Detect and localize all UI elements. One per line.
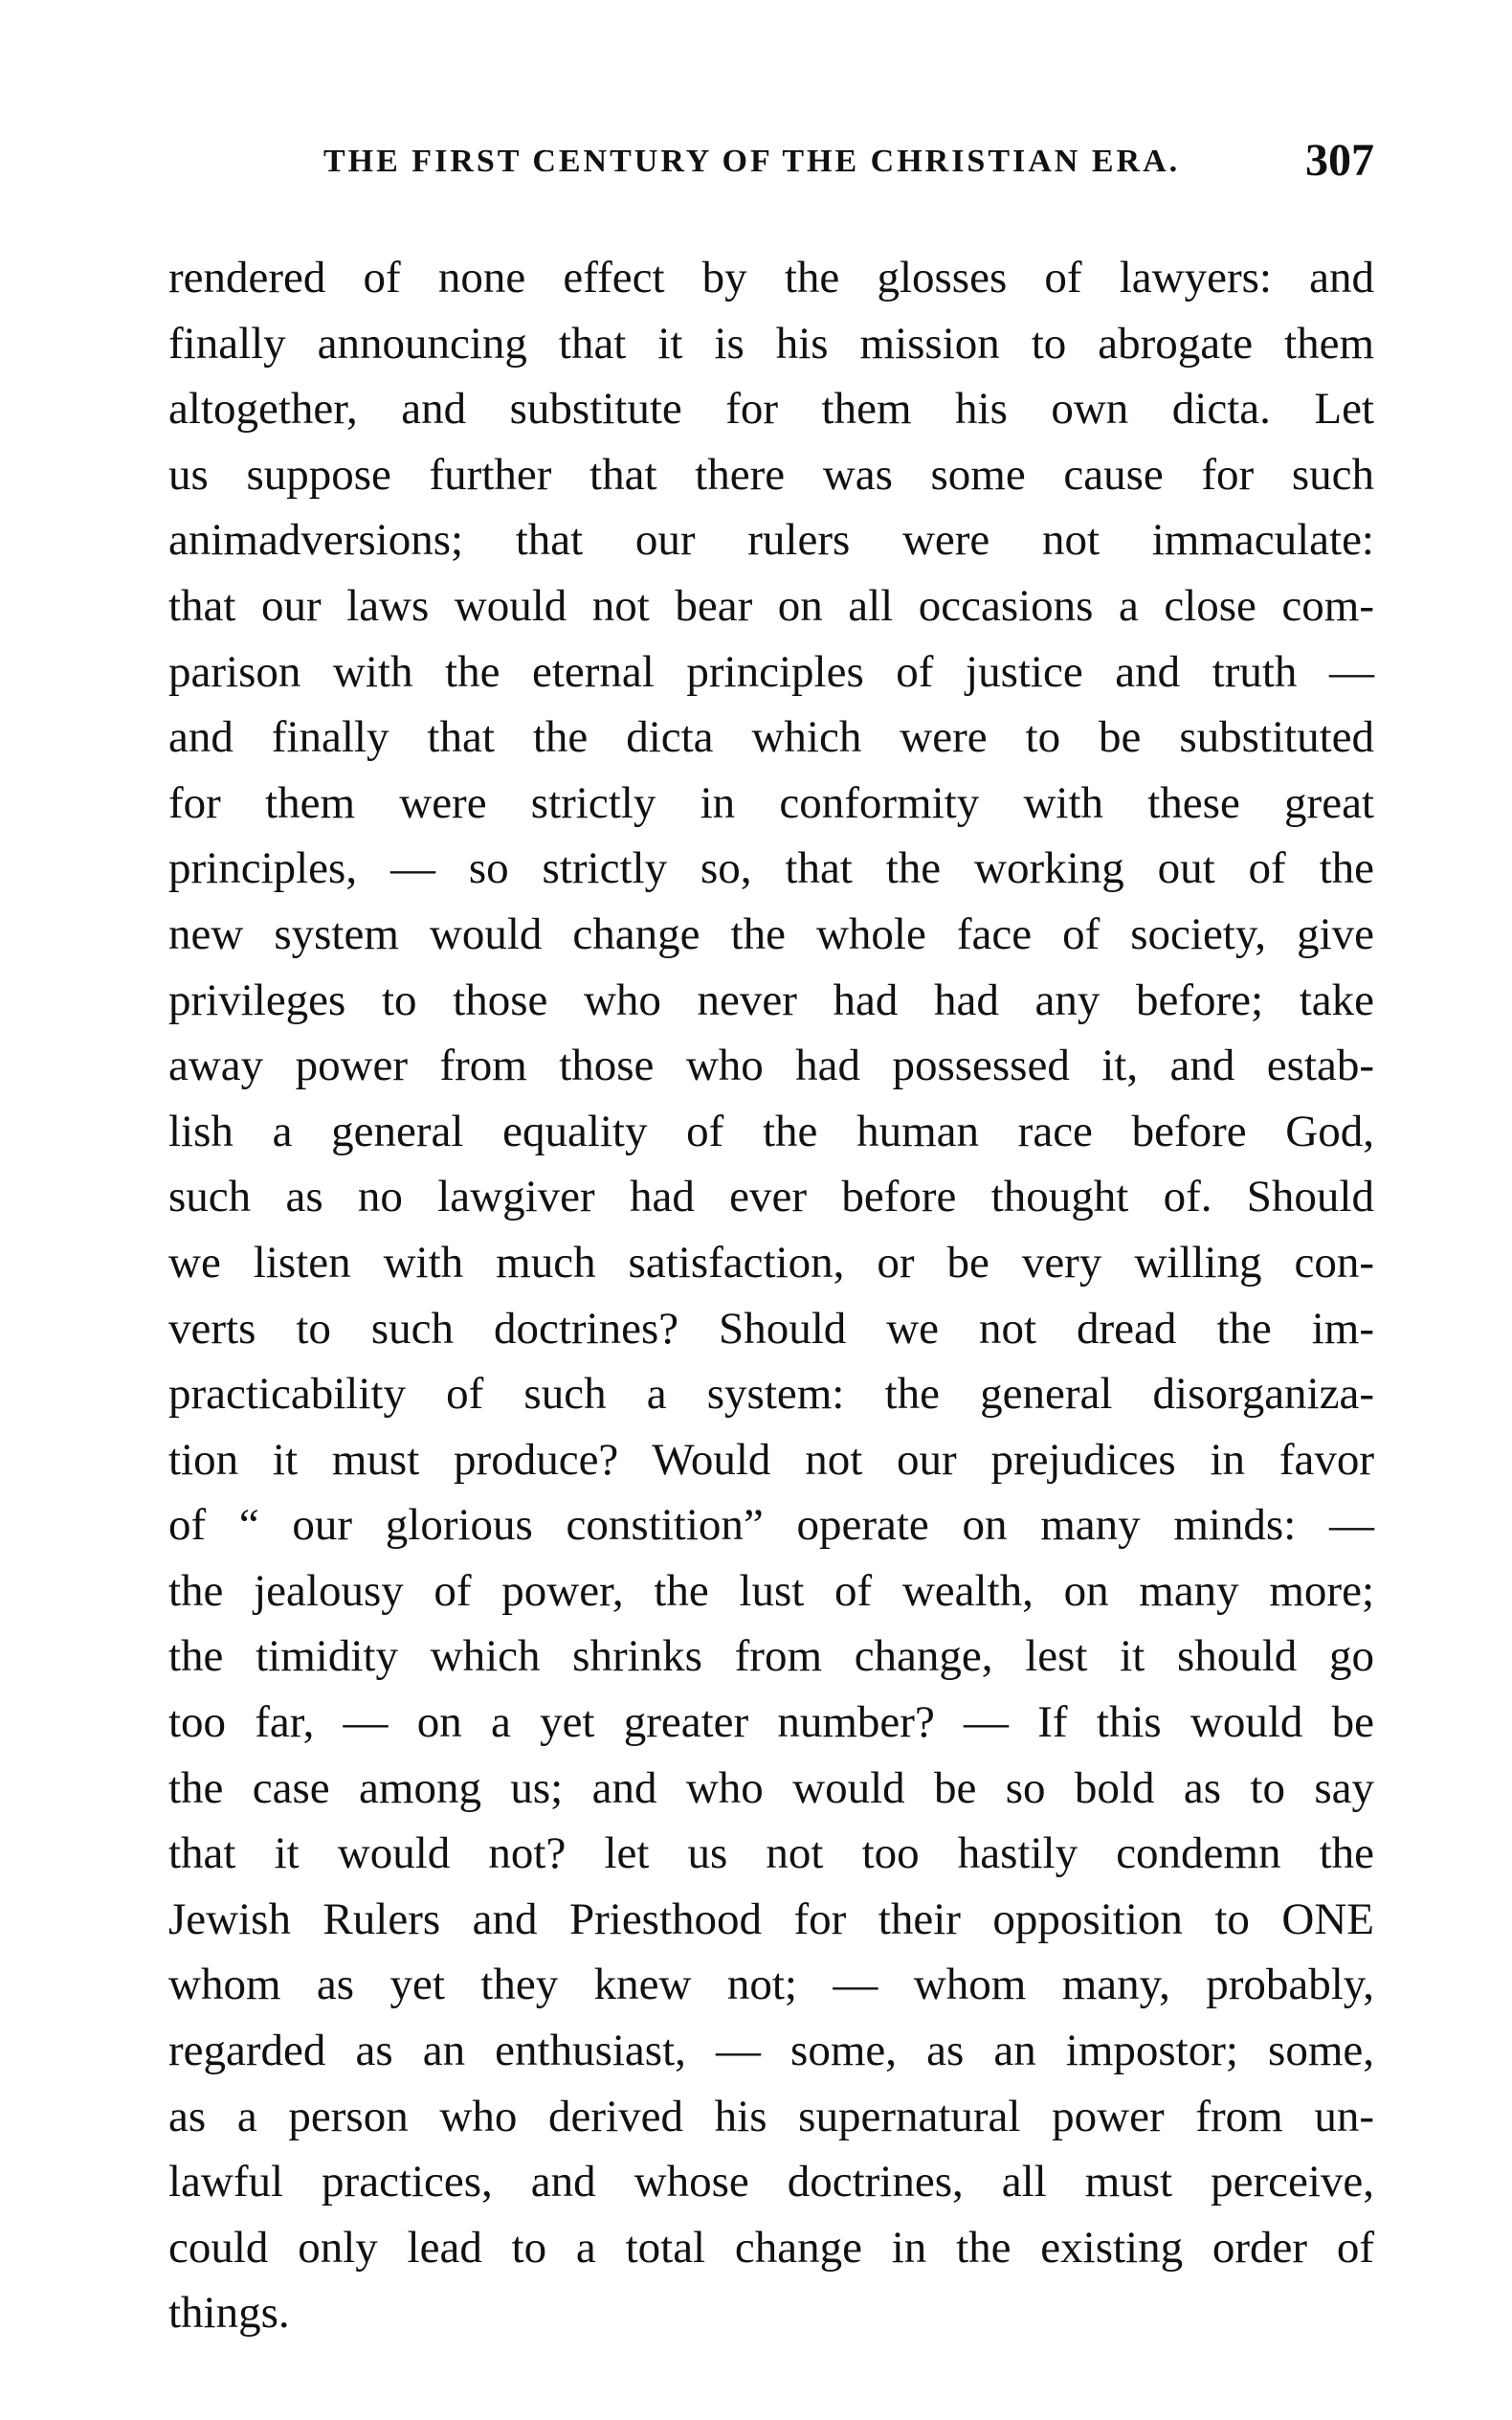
body-text <box>168 245 1374 2346</box>
text-line: lawful practices, and whose doctrines, all must perceive, <box>168 2157 1374 2207</box>
text-line: could only lead to a total change in the existing order of <box>168 2222 1374 2273</box>
text-line: Jewish Rulers and Priesthood for their opposition to ONE <box>168 1893 1374 1944</box>
text-line: altogether, and substitute for them his own dicta. Let <box>168 384 1374 435</box>
text-line: lish a general equality of the human race before God, <box>168 1106 1374 1156</box>
text-line: finally announcing that it is his mission to abrogate them <box>168 318 1374 369</box>
text-line: for them were strictly in conformity with these great <box>168 777 1374 828</box>
text-line: practicability of such a system: the general disorganiza- <box>168 1369 1374 1420</box>
text-line: the case among us; and who would be so bold as to say <box>168 1762 1374 1813</box>
text-line: parison with the eternal principles of justice and truth — <box>168 646 1374 697</box>
text-line: tion it must produce? Would not our prejudices in favor <box>168 1434 1374 1485</box>
text-line: and finally that the dicta which were to be substituted <box>168 712 1374 763</box>
text-line: things. <box>168 2288 290 2339</box>
page-number: 307 <box>1305 135 1374 186</box>
text-line: new system would change the whole face of society, give <box>168 908 1374 959</box>
text-line: too far, — on a yet greater number? — If this would be <box>168 1697 1374 1748</box>
text-line: regarded as an enthusiast, — some, as an impostor; some, <box>168 2026 1374 2076</box>
text-line: that it would not? let us not too hastily condemn the <box>168 1828 1374 1879</box>
text-line: animadversions; that our rulers were not immaculate: <box>168 515 1374 566</box>
text-line: away power from those who had possessed it, and estab- <box>168 1041 1374 1091</box>
text-line: as a person who derived his supernatural power from un- <box>168 2091 1374 2141</box>
text-line: us suppose further that there was some cause for such <box>168 449 1374 500</box>
running-title: THE FIRST CENTURY OF THE CHRISTIAN ERA. <box>323 144 1181 179</box>
text-line: whom as yet they knew not; — whom many, probably, <box>168 1960 1374 2010</box>
text-line: such as no lawgiver had ever before thought of. Should <box>168 1172 1374 1222</box>
text-line: the jealousy of power, the lust of wealth, on many more; <box>168 1565 1374 1616</box>
text-line: of “ our glorious constition” operate on many minds: — <box>168 1500 1374 1551</box>
text-line: the timidity which shrinks from change, lest it should go <box>168 1631 1374 1682</box>
text-line: privileges to those who never had had any before; take <box>168 975 1374 1025</box>
text-line: we listen with much satisfaction, or be very willing con- <box>168 1237 1374 1288</box>
text-line: verts to such doctrines? Should we not dread the im- <box>168 1303 1374 1354</box>
text-line: rendered of none effect by the glosses of lawyers: and <box>168 253 1374 302</box>
text-line: principles, — so strictly so, that the working out of the <box>168 843 1374 894</box>
text-line: that our laws would not bear on all occasions a close com- <box>168 580 1374 631</box>
running-head <box>170 134 1386 191</box>
